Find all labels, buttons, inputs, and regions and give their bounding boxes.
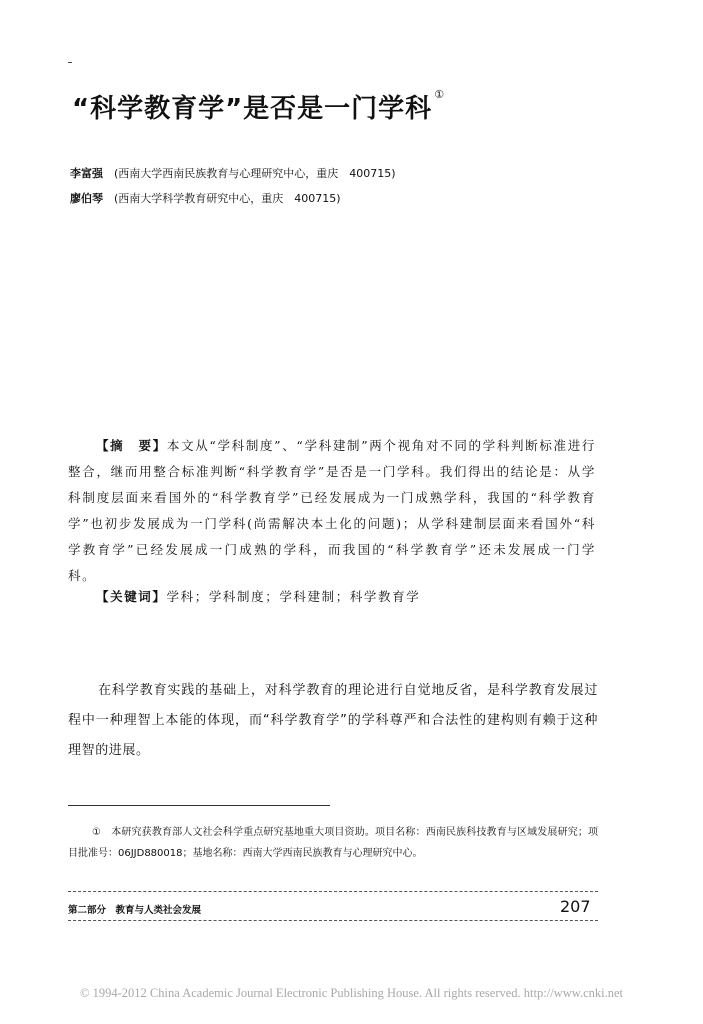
title-footnote-marker: ① (434, 88, 446, 101)
paper-title (72, 88, 445, 125)
keywords-label: 【关键词】 (96, 589, 167, 604)
author-line-2 (70, 190, 341, 206)
footnote: ① 本研究获教育部人文社会科学重点研究基地重大项目资助。项目名称：西南民族科技教育与区域发展研究；项目批准号：06JJD880018；基地名称：西南大学西南民族教育与心理研究中心。 (68, 827, 598, 859)
body-paragraph: 在科学教育实践的基础上，对科学教育的理论进行自觉地反省，是科学教育发展过程中一种理智上本能的体现，而“科学教育学”的学科尊严和合法性的建构则有赖于这种理智的进展。 (68, 683, 598, 758)
author-affiliation: (西南大学科学教育研究中心，重庆 400715) (114, 192, 341, 205)
abstract-text: 本文从“学科制度”、“学科建制”两个视角对不同的学科判断标准进行整合，继而用整合标准判断“科学教育学”是否是一门学科。我们得出的结论是：从学科制度层面来看国外的“科学教育学”已经发展成为一门成熟学科，我国的“科学教育学”也初步发展成为一门学科(尚需解决本土化的问题)；从学科建制层面来看国外“科学教育学”已经发展成一门成熟的学科，而我国的“科学教育学”还未发展成一门学科。 (68, 438, 596, 583)
running-head-rule-top (68, 891, 598, 892)
paper-title-text: “科学教育学”是否是一门学科 (72, 94, 433, 124)
keywords (96, 587, 420, 605)
author-line-1 (70, 165, 396, 181)
keywords-text: 学科；学科制度；学科建制；科学教育学 (166, 589, 421, 604)
page-number: 207 (560, 897, 591, 916)
author-name: 李富强 (70, 167, 103, 180)
abstract-label: 【摘 要】 (96, 438, 167, 453)
scan-mark (68, 62, 72, 63)
running-head: 第二部分 教育与人类社会发展 (68, 905, 202, 916)
author-name: 廖伯琴 (70, 192, 103, 205)
running-head-rule-bottom (68, 920, 598, 921)
footnote-rule (68, 805, 330, 806)
abstract (68, 433, 596, 589)
copyright-notice: © 1994-2012 China Academic Journal Electronic Publishing House. All rights reserved. http://www.cnki.net (80, 986, 623, 1000)
author-affiliation: (西南大学西南民族教育与心理研究中心，重庆 400715) (114, 167, 396, 180)
